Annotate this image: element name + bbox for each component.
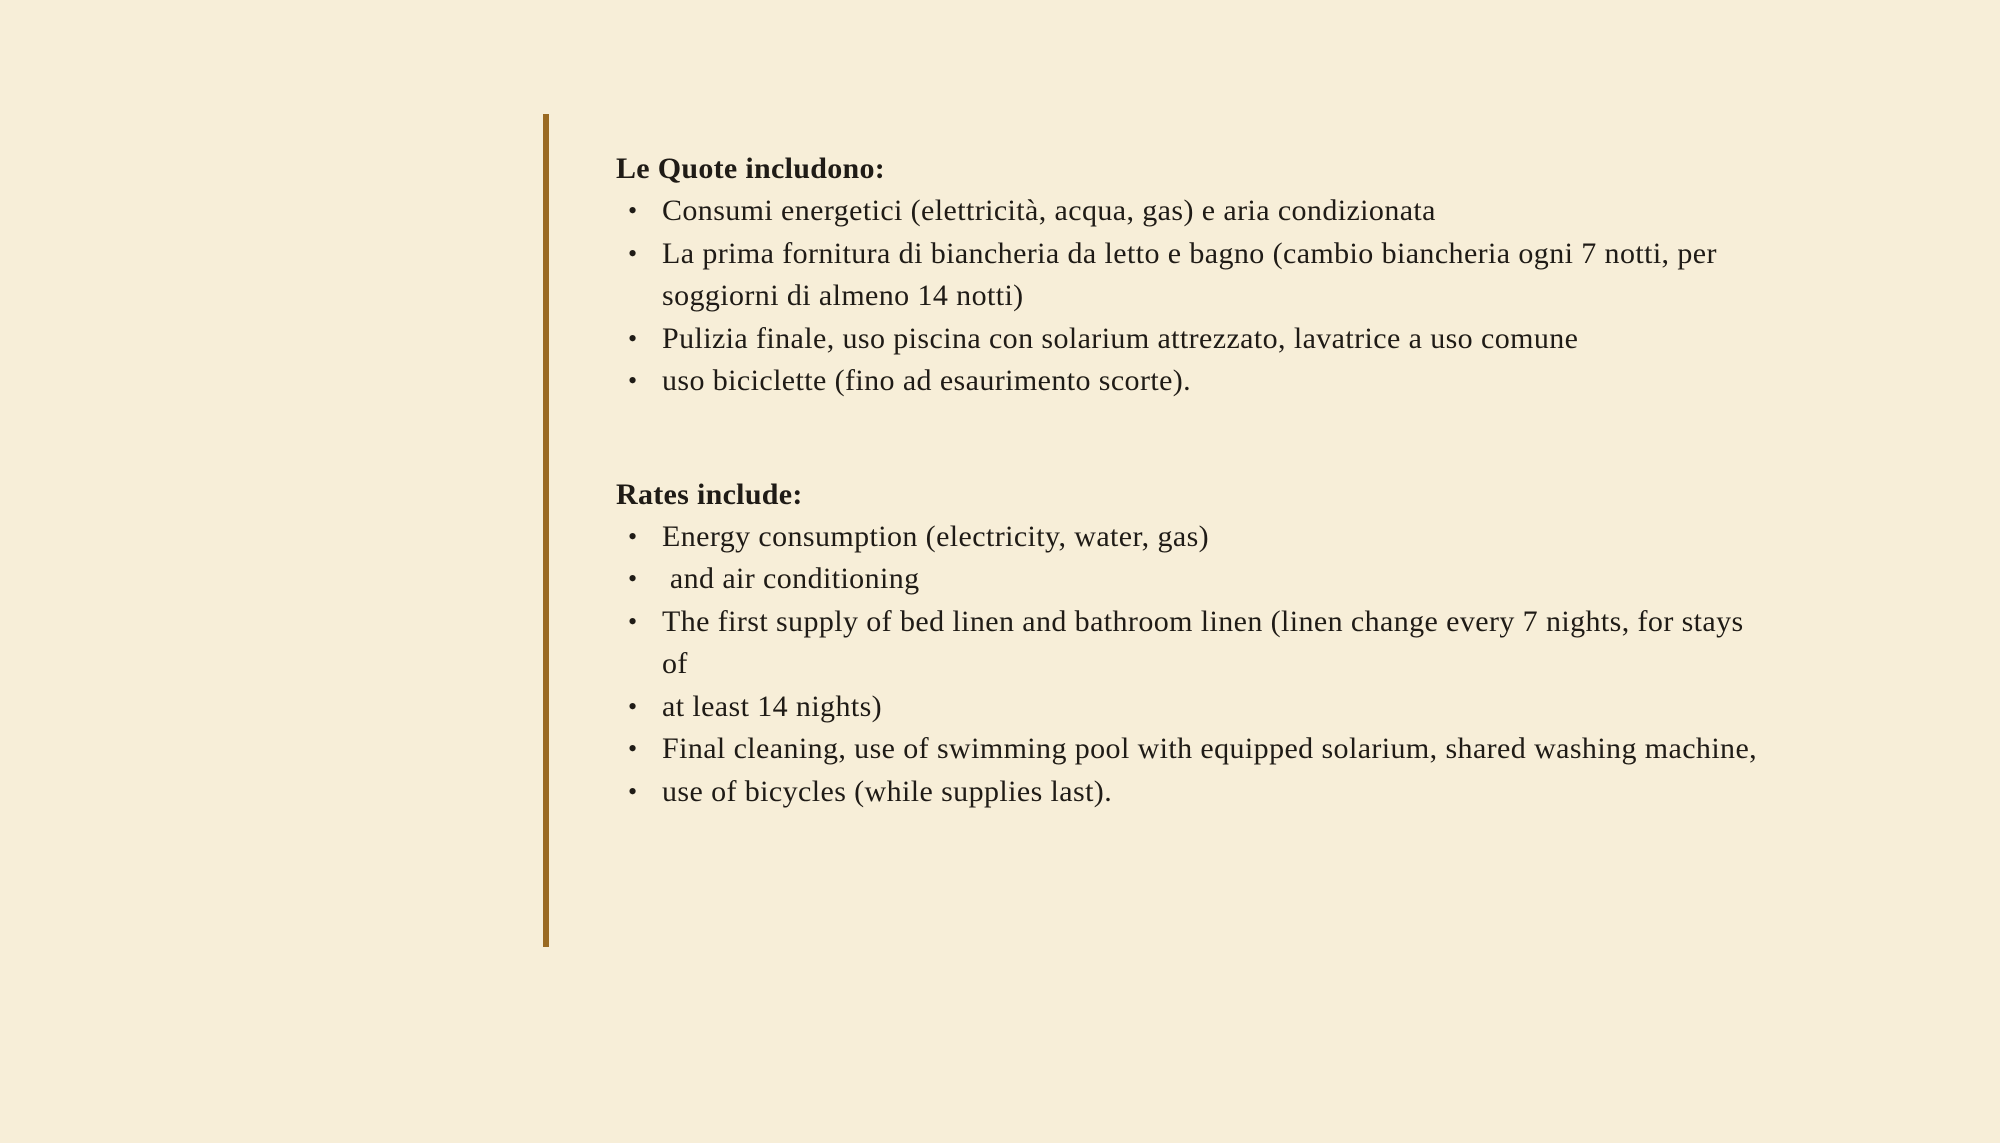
list-item-text: and air conditioning (662, 562, 920, 595)
list-item-text: at least 14 nights) (662, 689, 883, 723)
list-item-text: uso biciclette (fino ad esaurimento scorte). (662, 364, 1192, 397)
list-item (616, 190, 1766, 233)
bullet-icon: • (628, 776, 638, 806)
list-item (616, 516, 1766, 559)
english-rates-list (616, 516, 1766, 814)
list-item-text: Final cleaning, use of swimming pool with equipped solarium, shared washing machine, (662, 732, 1758, 765)
italian-rates-heading: Le Quote includono: (616, 152, 886, 185)
list-item-text: The first supply of bed linen and bathroom linen (linen change every 7 nights, for stays of (662, 604, 1744, 680)
italian-rates-section (616, 148, 1766, 403)
rates-content (616, 148, 1766, 813)
bullet-icon: • (628, 691, 638, 721)
english-rates-heading: Rates include: (616, 477, 803, 511)
bullet-icon: • (628, 323, 638, 353)
italian-rates-list (616, 190, 1766, 403)
bullet-icon: • (628, 366, 638, 395)
list-item (616, 686, 1766, 729)
list-item (616, 558, 1766, 601)
list-item (616, 771, 1766, 814)
bullet-icon: • (628, 238, 638, 268)
list-item (616, 728, 1766, 771)
list-item-text: Consumi energetici (elettricità, acqua, gas) e aria condizionata (662, 194, 1436, 227)
list-item (616, 601, 1766, 686)
accent-divider-bar (543, 114, 549, 947)
bullet-icon: • (628, 564, 638, 593)
list-item (616, 318, 1766, 361)
list-item-text: Energy consumption (electricity, water, gas) (662, 519, 1210, 553)
list-item-text: use of bicycles (while supplies last). (662, 774, 1113, 808)
list-item (616, 360, 1766, 403)
bullet-icon: • (628, 521, 638, 551)
bullet-icon: • (628, 606, 638, 636)
list-item-text: Pulizia finale, uso piscina con solarium attrezzato, lavatrice a uso comune (662, 321, 1579, 355)
english-rates-section (616, 474, 1766, 814)
list-item-text: La prima fornitura di biancheria da letto e bagno (cambio biancheria ogni 7 notti, per soggiorni di almeno 14 notti) (662, 236, 1717, 312)
bullet-icon: • (628, 196, 638, 225)
bullet-icon: • (628, 734, 638, 763)
list-item (616, 233, 1766, 318)
